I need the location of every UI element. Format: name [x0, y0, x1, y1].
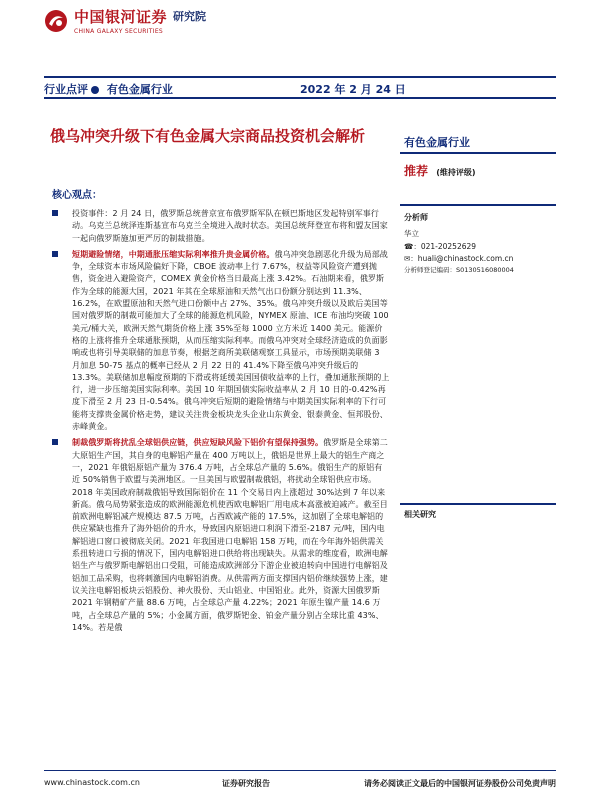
paragraph-lead: 制裁俄罗斯将扰乱全球铝供应链，供应短缺风险下铝价有望保持强势。 [72, 438, 324, 448]
report-title: 俄乌冲突升级下有色金属大宗商品投资机会解析 [50, 127, 366, 145]
brand-logo [44, 6, 206, 35]
bullet-dot-icon [91, 86, 99, 94]
paragraph-aluminum [52, 437, 390, 634]
galaxy-logo-icon [44, 9, 68, 33]
paragraph-text: 俄乌冲突急剧恶化升级为局部战争，全球资本市场风险偏好下降，CBOE 波动率上行 7.67%，权益等风险资产遭到抛售，资金进入避险资产，COMEX 黄金价格当日最高上涨 3.42%。石油期来看，俄罗斯作为全球的能源大国，2021 年其在全球原油和天然气出口份额分别达到 11.3%、16.2%，在欧盟原油和天然气进口份额中占 27%、35%。俄乌冲突升级以及欧后美国等国对俄罗斯的制裁可能加大了全球的能源危机风险，NYMEX 原油、ICE 布油均突破 100 美元/桶大关，欧洲天然气期货价格上涨 35%至每 1000 立方米近 1400 美元。能源价格的上涨将推升全球通胀预期，从而压缩实际利率。而俄乌冲突对全球经济造成的负面影响或也将引导美联储的加息节奏，根据芝商所美联储观察工具显示，市场预期美联储 3 月加息 50-75 基点的概率已经从 2 月 22 日的 41.4%下降至俄乌冲突升级后的 13.3%。美联储加息幅度预期的下滑或将延缓美国国债收益率的上行，叠加通胀预期的上行，进一步压缩美国实际利率。美国 10 年期国债实际收益率从 2 月 10 日的-0.42%再度下滑至 2 月 23 日-0.54%。俄乌冲突后短期的避险情绪与中期美国实际利率的下行可能将支撑贵金属价格走势，建议关注贵金板块龙头企业山东黄金、银泰黄金、恒邦股份、赤峰黄金。 [72, 249, 390, 432]
footer-url[interactable]: www.chinastock.com.cn [44, 778, 140, 787]
header-industry: 有色金属行业 [106, 83, 173, 96]
sidebar-rule [400, 204, 556, 206]
header-bottom-rule [44, 97, 556, 99]
brand-institute: 研究院 [173, 10, 207, 23]
paragraph-text: 投资事件：2 月 24 日，俄罗斯总统普京宣布俄罗斯军队在顿巴斯地区发起特别军事行动。乌克兰总统泽连斯基宣布乌克兰全境进入战时状态。美国总统拜登宣布将和盟友国家一起向俄罗斯施加更严厉的制裁措施。 [72, 209, 388, 243]
analyst-email[interactable]: ✉：huali@chinastock.com.cn [404, 254, 514, 263]
rating-value: 推荐 [404, 164, 429, 178]
footer [44, 770, 556, 794]
square-bullet-icon [52, 210, 58, 216]
sidebar-rule [400, 152, 556, 154]
sidebar-industry: 有色金属行业 [404, 136, 470, 149]
footer-rule [44, 770, 556, 771]
analyst-label: 分析师 [404, 213, 428, 222]
square-bullet-icon [52, 251, 58, 257]
analyst-cert: 分析师登记编码：S0130516080004 [404, 266, 514, 274]
paragraph-precious-metals [52, 249, 390, 433]
paragraph-investment-event [52, 208, 390, 245]
core-points-label: 核心观点： [52, 190, 102, 201]
square-bullet-icon [52, 439, 58, 445]
brand-name-en: CHINA GALAXY SECURITIES [74, 28, 164, 35]
main-body [52, 208, 390, 638]
header-top-rule [44, 76, 556, 78]
report-date: 2022 年 2 月 24 日 [300, 83, 406, 96]
analyst-phone: ☎：021-20252629 [404, 242, 477, 251]
analyst-name: 华立 [404, 229, 419, 238]
brand-name-cn: 中国银河证券 [74, 8, 168, 26]
rating [404, 162, 476, 179]
rating-note: (维持评级) [436, 168, 476, 177]
sidebar-rule [400, 503, 556, 505]
footer-doc-type: 证券研究报告 [222, 779, 270, 788]
paragraph-lead: 短期避险情绪，中期通胀压缩实际利率推升贵金属价格。 [72, 249, 275, 259]
footer-disclaimer: 请务必阅读正文最后的中国银河证券股份公司免责声明 [364, 779, 556, 788]
report-type-line [44, 81, 173, 97]
related-research: 相关研究 [404, 510, 436, 519]
report-type: 行业点评 [44, 83, 88, 96]
paragraph-text: 俄罗斯是全球第二大原铝生产国，其自身的电解铝产量在 400 万吨以上，俄铝是世界上最大的铝生产商之一，2021 年俄铝原铝产量为 376.4 万吨，占全球总产量的 5.6%。俄铝生产的原铝有近 50%销售于欧盟与美洲地区。一旦美国与欧盟制裁俄铝，将扰动全球铝供应市场。2018 年美国政府制裁俄铝导致国际铝价在 11 个交易日内上涨超过 30%达到 7 年以来新高。俄乌局势紧张造成的欧洲能源危机使西欧电解铝厂用电成本高涨被迫减产。截至目前欧洲电解铝减产规模达 87.5 万吨，占西欧减产能的 17.5%，这加剧了全球电解铝的供应紧缺也推升了海外铝价的升水，导致国内原铝进口利润下滑至-2187 元/吨，国内电解铝进口窗口被彻底关闭。2021 年我国进口电解铝 158 万吨，而在今年海外铝供需关系扭转进口亏损的情况下，国内电解铝进口供给将出现缺失。从需求的维度看，欧洲电解铝生产与俄罗斯电解铝出口受阻，可能造成欧洲部分下游企业被迫转向中国进行电解铝及铝加工品采购，也将刺激国内电解铝消费。从供需两方面支撑国内铝价继续强势上涨，建议关注电解铝板块云铝股份、神火股份、天山铝业、中国铝业。此外，资源大国俄罗斯 2021 年钢精矿产量 88.6 万吨，占全球总产量 4.22%；2021 年原生镍产量 14.6 万吨，占全球总产量的 5%；小金属方面，俄罗斯钯金、铂金产量分别占全球比重 43%、14%。若是俄 [72, 438, 388, 632]
